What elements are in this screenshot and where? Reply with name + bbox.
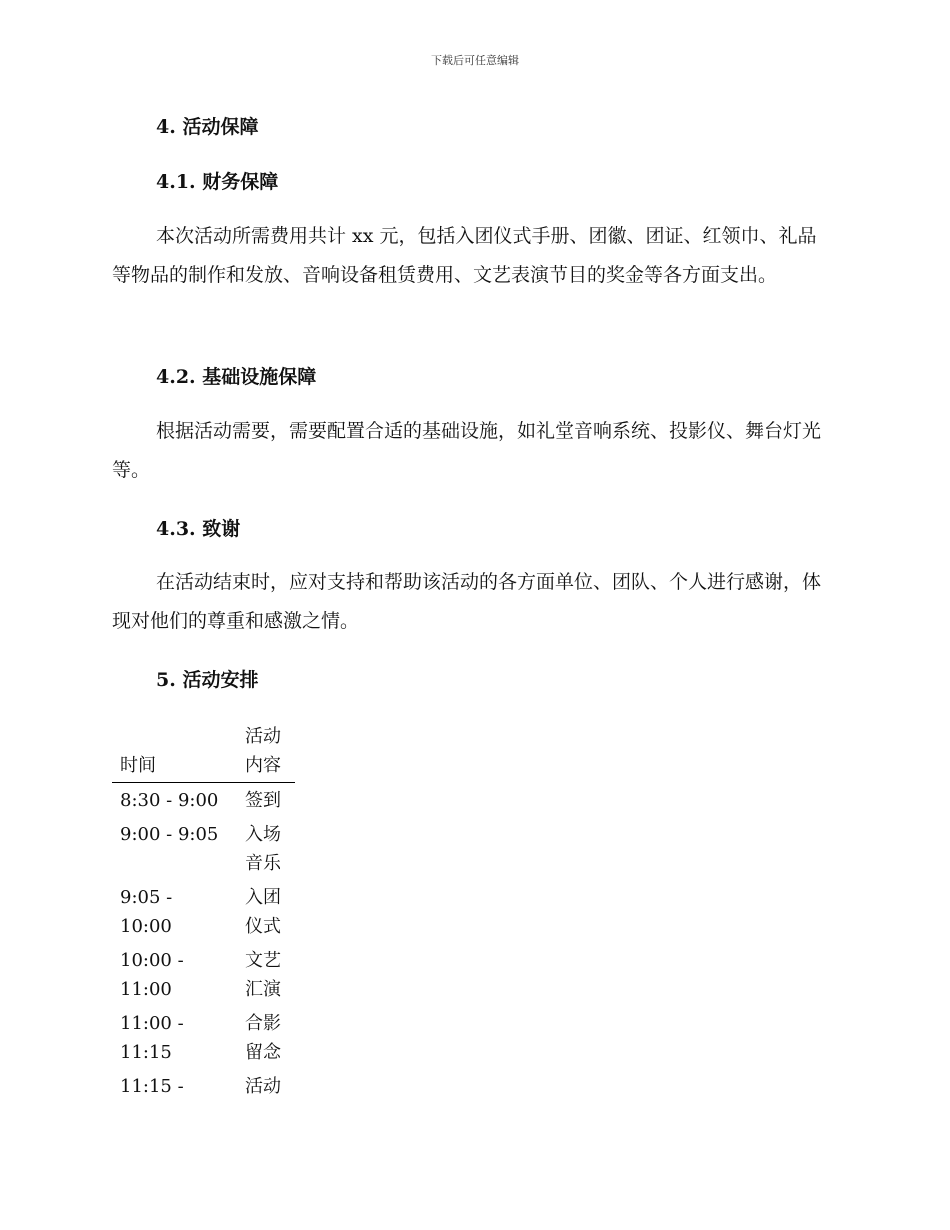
row-time: 8:30 - 9:00 [120, 790, 219, 811]
row-content: 签到 [245, 790, 281, 811]
row-time: 11:00 - 11:15 [120, 1013, 184, 1063]
row-time: 9:00 - 9:05 [120, 824, 219, 845]
table-row [112, 1006, 295, 1069]
row-content: 活动 [245, 1076, 281, 1097]
row-time: 9:05 - 10:00 [120, 887, 173, 937]
section-5-title: 5. 活动安排 [156, 669, 259, 691]
row-content: 入场音乐 [245, 824, 281, 874]
section-4-2-title: 4.2. 基础设施保障 [156, 366, 317, 388]
table-row [112, 943, 295, 1006]
row-content: 入团仪式 [245, 887, 281, 937]
section-4-3-title: 4.3. 致谢 [156, 518, 241, 540]
section-4-1-body: 本次活动所需费用共计 xx 元，包括入团仪式手册、团徽、团证、红领巾、礼品等物品的制作和发放、音响设备租赁费用、文艺表演节目的奖金等各方面支出。 [112, 225, 817, 286]
row-content: 文艺汇演 [245, 950, 281, 1000]
section-4-1-title: 4.1. 财务保障 [156, 171, 279, 193]
section-4-title: 4. 活动保障 [156, 116, 259, 138]
table-row [112, 1069, 295, 1103]
section-4-2-body: 根据活动需要，需要配置合适的基础设施，如礼堂音响系统、投影仪、舞台灯光等。 [112, 420, 822, 481]
section-4-3-body: 在活动结束时，应对支持和帮助该活动的各方面单位、团队、个人进行感谢，体现对他们的尊重和感激之情。 [112, 571, 822, 632]
header-content: 活动内容 [245, 726, 281, 776]
row-time: 10:00 - 11:00 [120, 950, 184, 1000]
row-time: 11:15 - [120, 1076, 184, 1097]
table-row [112, 817, 295, 880]
table-row [112, 880, 295, 943]
header-time: 时间 [120, 755, 156, 776]
table-row [112, 783, 295, 818]
schedule-header-row [112, 722, 295, 783]
schedule-table [112, 722, 295, 1103]
row-content: 合影留念 [245, 1013, 281, 1063]
page-header: 下载后可任意编辑 [431, 54, 519, 67]
